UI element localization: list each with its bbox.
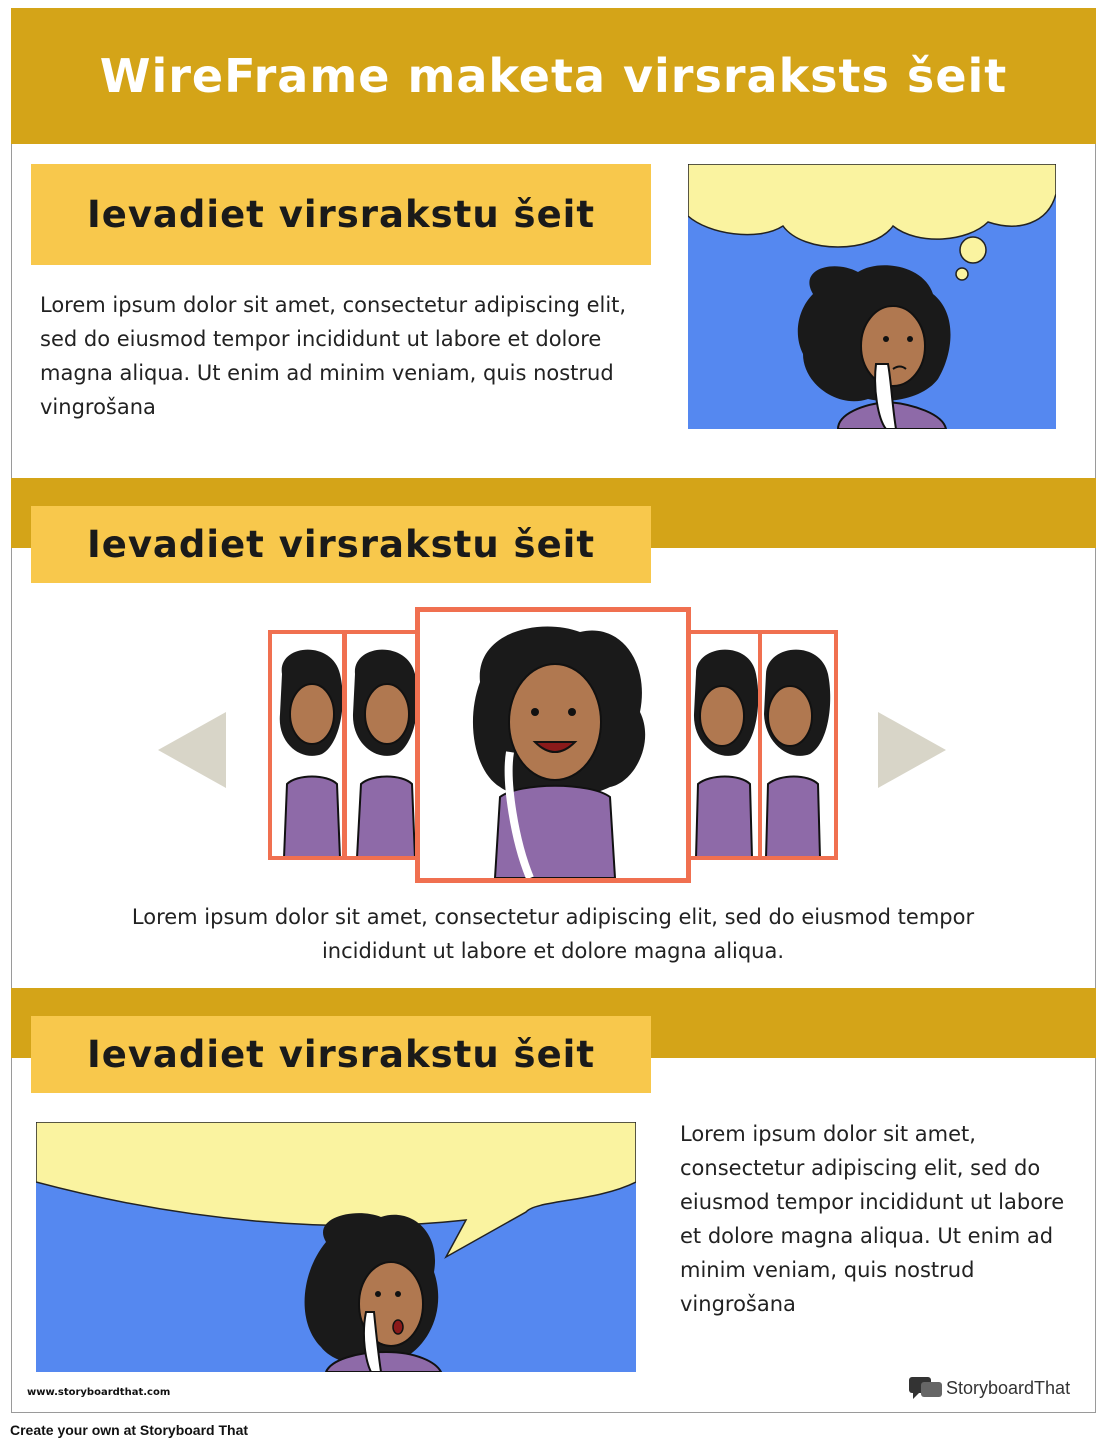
thinking-woman-illustration xyxy=(688,164,1056,429)
carousel-card-5[interactable] xyxy=(758,630,838,860)
section-2-heading: Ievadiet virsrakstu šeit xyxy=(86,522,596,566)
chat-bubbles-icon xyxy=(909,1376,943,1400)
section-3-heading-box xyxy=(31,1016,651,1093)
carousel-card-active[interactable] xyxy=(415,607,691,883)
woman-winking-icon xyxy=(272,634,344,858)
storyboardthat-logo[interactable] xyxy=(909,1376,1070,1400)
section-1-heading-box xyxy=(31,164,651,265)
section-3-heading: Ievadiet virsrakstu šeit xyxy=(86,1032,596,1076)
section-1-heading: Ievadiet virsrakstu šeit xyxy=(86,192,596,236)
carousel-prev-arrow-icon[interactable] xyxy=(158,712,226,788)
carousel-card-1[interactable] xyxy=(268,630,346,860)
page-title-banner xyxy=(11,8,1096,144)
create-your-own-link[interactable]: Create your own at Storyboard That xyxy=(10,1422,249,1438)
woman-surprised-icon xyxy=(690,634,762,858)
woman-shocked-icon xyxy=(762,634,836,858)
section-2-text: Lorem ipsum dolor sit amet, consectetur adipiscing elit, sed do eiusmod tempor incididunt ut labore et dolore magna aliqua. xyxy=(131,905,975,963)
carousel-next-arrow-icon[interactable] xyxy=(878,712,946,788)
brand-name: StoryboardThat xyxy=(946,1377,1071,1398)
woman-happy-icon xyxy=(420,612,686,878)
page-title: WireFrame maketa virsraksts šeit xyxy=(99,49,1008,103)
woman-angry-icon xyxy=(347,634,419,858)
speaking-woman-illustration xyxy=(36,1122,636,1372)
section-1-text: Lorem ipsum dolor sit amet, consectetur adipiscing elit, sed do eiusmod tempor incididunt ut labore et dolore magna aliqua. Ut enim ad minim veniam, quis nostrud vingrošana xyxy=(40,293,627,419)
footer-url[interactable]: www.storyboardthat.com xyxy=(27,1387,171,1398)
section-3-text: Lorem ipsum dolor sit amet, consectetur adipiscing elit, sed do eiusmod tempor incididunt ut labore et dolore magna aliqua. Ut enim ad minim veniam, quis nostrud vingrošana xyxy=(680,1122,1065,1316)
carousel-card-2[interactable] xyxy=(343,630,421,860)
carousel-card-4[interactable] xyxy=(686,630,764,860)
section-2-heading-box xyxy=(31,506,651,583)
